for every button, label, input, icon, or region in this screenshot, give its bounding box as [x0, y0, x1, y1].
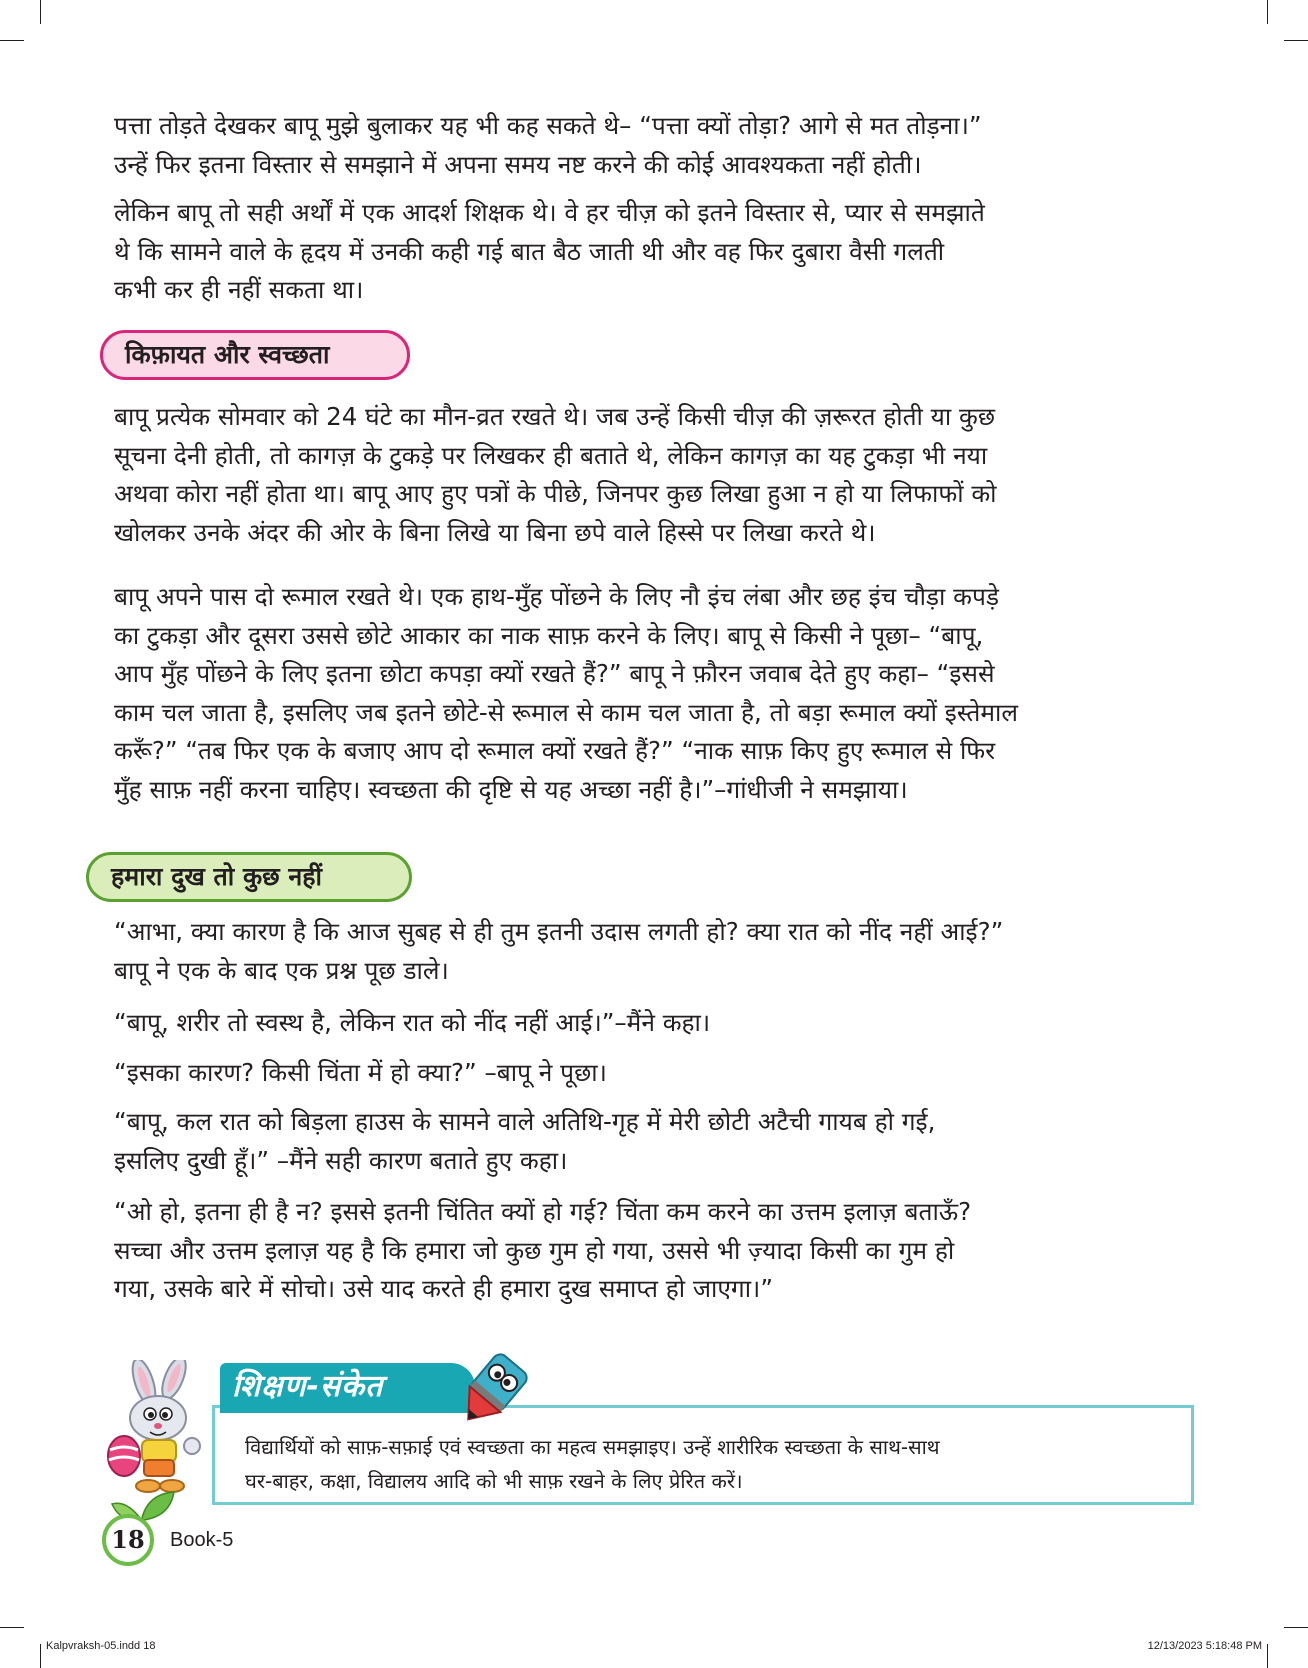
- text-line: इसलिए दुखी हूँ।” –मैंने सही कारण बताते हुए कहा।: [114, 1145, 568, 1175]
- bunny-mascot-icon: [100, 1360, 212, 1495]
- text-line: थे कि सामने वाले के हृदय में उनकी कही गई बात बैठ जाती थी और वह फिर दुबारा वैसी गलती: [114, 236, 945, 266]
- text-line: बापू प्रत्येक सोमवार को 24 घंटे का मौन-व्रत रखते थे। जब उन्हें किसी चीज़ की ज़रूरत होती या कुछ: [114, 402, 996, 431]
- text-line: सूचना देनी होती, तो कागज़ के टुकड़े पर लिखकर ही बताते थे, लेकिन कागज़ का यह टुकड़ा भी नया: [114, 440, 988, 470]
- text-line: पत्ता तोड़ते देखकर बापू मुझे बुलाकर यह भी कह सकते थे– “पत्ता क्यों तोड़ा? आगे से मत तोड़ना।”: [114, 111, 982, 140]
- text-line: “बापू, कल रात को बिड़ला हाउस के सामने वाले अतिथि-गृह में मेरी छोटी अटैची गायब हो गई,: [114, 1107, 936, 1136]
- crop-mark: [1267, 1644, 1268, 1668]
- text-line: बापू ने एक के बाद एक प्रश्न पूछ डाले।: [114, 955, 449, 985]
- teaching-note-line: विद्यार्थियों को साफ़-सफ़ाई एवं स्वच्छता का महत्व समझाइए। उन्हें शारीरिक स्वच्छता के साथ-साथ: [245, 1435, 940, 1459]
- text-line: आप मुँह पोंछने के लिए इतना छोटा कपड़ा क्यों रखते हैं?” बापू ने फ़ौरन जवाब देते हुए कहा– “इससे: [114, 659, 995, 688]
- teaching-note-box: [212, 1405, 1194, 1505]
- text-line: बापू अपने पास दो रूमाल रखते थे। एक हाथ-मुँह पोंछने के लिए नौ इंच लंबा और छह इंच चौड़ा कपड़े: [114, 582, 999, 611]
- teaching-note-line: घर-बाहर, कक्षा, विद्यालय आदि को भी साफ़ रखने के लिए प्रेरित करें।: [245, 1469, 743, 1493]
- teaching-note-tab: [220, 1363, 475, 1413]
- text-line: खोलकर उनके अंदर की ओर के बिना लिखे या बिना छपे वाले हिस्से पर लिखा करते थे।: [114, 517, 876, 547]
- file-name: Kalpvraksh-05.indd 18: [46, 1640, 156, 1652]
- crop-mark: [0, 1627, 24, 1628]
- paragraph-3: [114, 398, 1194, 552]
- paragraph-7: [114, 1054, 1194, 1093]
- text-line: “ओ हो, इतना ही है न? इससे इतनी चिंतित क्यों हो गई? चिंता कम करने का उत्तम इलाज़ बताऊँ?: [114, 1197, 972, 1226]
- crop-mark: [1267, 0, 1268, 24]
- book-label: Book-5: [170, 1529, 234, 1551]
- paragraph-2: [114, 194, 1194, 310]
- crop-mark: [40, 0, 41, 24]
- paragraph-5: [114, 913, 1194, 990]
- text-line: अथवा कोरा नहीं होता था। बापू आए हुए पत्रों के पीछे, जिनपर कुछ लिखा हुआ न हो या लिफाफों को: [114, 479, 997, 508]
- crop-mark: [1284, 40, 1308, 41]
- pencil-mascot-icon: [450, 1352, 540, 1432]
- paragraph-6: [114, 1004, 1194, 1043]
- section-heading-thrift-cleanliness: किफ़ायत और स्वच्छता: [100, 330, 410, 380]
- timestamp: 12/13/2023 5:18:48 PM: [1147, 1640, 1262, 1652]
- text-line: गया, उसके बारे में सोचो। उसे याद करते ही हमारा दुख समाप्त हो जाएगा।”: [114, 1274, 774, 1303]
- text-line: लेकिन बापू तो सही अर्थों में एक आदर्श शिक्षक थे। वे हर चीज़ को इतने विस्तार से, प्यार से समझाते: [114, 198, 985, 227]
- text-line: “आभा, क्या कारण है कि आज सुबह से ही तुम इतनी उदास लगती हो? क्या रात को नींद नहीं आई?”: [114, 917, 1004, 946]
- crop-mark: [1284, 1627, 1308, 1628]
- crop-mark: [40, 1644, 41, 1668]
- paragraph-1: [114, 107, 1194, 184]
- paragraph-4: [114, 578, 1194, 809]
- text-line: “बापू, शरीर तो स्वस्थ है, लेकिन रात को नींद नहीं आई।”–मैंने कहा।: [114, 1008, 711, 1037]
- section-heading-our-sorrow: हमारा दुख तो कुछ नहीं: [86, 852, 412, 902]
- paragraph-8: [114, 1103, 1194, 1180]
- text-line: उन्हें फिर इतना विस्तार से समझाने में अपना समय नष्ट करने की कोई आवश्यकता नहीं होती।: [114, 149, 922, 179]
- text-line: सच्चा और उत्तम इलाज़ यह है कि हमारा जो कुछ गुम हो गया, उससे भी ज़्यादा किसी का गुम हो: [114, 1235, 955, 1265]
- text-line: का टुकड़ा और दूसरा उससे छोटे आकार का नाक साफ़ करने के लिए। बापू से किसी ने पूछा– “बापू,: [114, 620, 984, 650]
- text-line: “इसका कारण? किसी चिंता में हो क्या?” –बापू ने पूछा।: [114, 1058, 607, 1087]
- paragraph-9: [114, 1193, 1194, 1309]
- text-line: कभी कर ही नहीं सकता था।: [114, 275, 364, 304]
- text-line: मुँह साफ़ नहीं करना चाहिए। स्वच्छता की दृष्टि से यह अच्छा नहीं है।”–गांधीजी ने समझाया।: [114, 774, 908, 804]
- teaching-note-title: शिक्षण-संकेत: [232, 1369, 384, 1404]
- page-number: 18: [111, 1525, 145, 1554]
- text-line: काम चल जाता है, इसलिए जब इतने छोटे-से रूमाल से काम चल जाता है, तो बड़ा रूमाल क्यों इस्तेमाल: [114, 697, 1018, 727]
- text-line: करूँ?” “तब फिर एक के बजाए आप दो रूमाल क्यों रखते हैं?” “नाक साफ़ किए हुए रूमाल से फिर: [114, 736, 996, 765]
- crop-mark: [0, 40, 24, 41]
